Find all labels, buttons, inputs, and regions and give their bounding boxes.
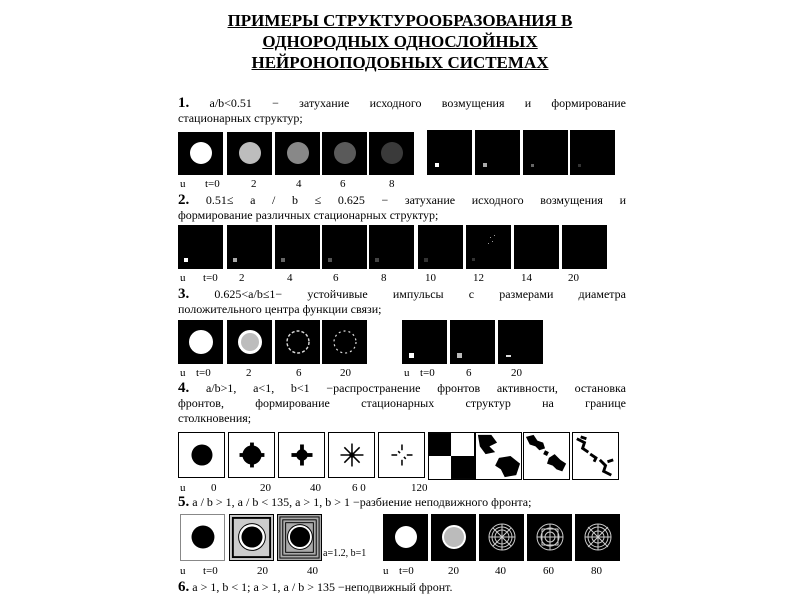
time-label: t=0 <box>205 178 220 190</box>
pattern-tile <box>227 132 272 175</box>
pattern-tile <box>227 225 272 269</box>
pattern-tile <box>178 225 223 269</box>
time-label: 60 <box>543 565 554 577</box>
pattern-tile <box>428 432 475 480</box>
pattern-tile <box>228 432 275 478</box>
pattern-tile <box>475 130 520 175</box>
title-line-1: ПРИМЕРЫ СТРУКТУРООБРАЗОВАНИЯ В <box>227 11 573 30</box>
axis-label-u: u <box>180 367 186 379</box>
time-label: 10 <box>425 272 436 284</box>
time-label: 4 <box>296 178 302 190</box>
time-label: 20 <box>260 482 271 494</box>
pattern-tile <box>322 225 367 269</box>
pattern-tile <box>431 514 476 561</box>
pattern-tile <box>378 432 425 478</box>
pattern-tile <box>180 514 225 561</box>
section-3-line-1: 3. 0.625<a/b≤1− устойчивые импульсы с размерами диаметра <box>178 286 626 302</box>
pattern-tile <box>227 320 272 364</box>
time-label: 12 <box>473 272 484 284</box>
section-3-text <box>178 287 626 317</box>
pattern-tile <box>418 225 463 269</box>
axis-label-u: u <box>180 482 186 494</box>
pattern-tile <box>572 432 619 480</box>
parameter-note: a=1.2, b=1 <box>323 548 367 559</box>
pattern-tile <box>570 130 615 175</box>
section-1-line-1: 1. a/b<0.51 − затухание исходного возмущения и формирование <box>178 95 626 111</box>
axis-label-u: u <box>383 565 389 577</box>
section-4-text <box>178 381 626 426</box>
pattern-tile <box>575 514 620 561</box>
section-2-text <box>178 193 626 223</box>
time-label: 6 <box>296 367 302 379</box>
pattern-tile <box>275 225 320 269</box>
axis-label-u: u <box>404 367 410 379</box>
time-label: 6 <box>333 272 339 284</box>
section-4-line-2: фронтов, формирование стационарных структур на границе <box>178 396 626 410</box>
time-label: t=0 <box>399 565 414 577</box>
section-5-text <box>178 495 626 510</box>
pattern-tile <box>178 132 223 175</box>
pattern-tile <box>178 432 225 478</box>
pattern-tile <box>229 514 274 561</box>
time-label: 2 <box>246 367 252 379</box>
time-label: 8 <box>389 178 395 190</box>
pattern-tile <box>450 320 495 364</box>
time-label: 20 <box>257 565 268 577</box>
time-label: 8 <box>381 272 387 284</box>
time-label: t=0 <box>196 367 211 379</box>
time-label: 14 <box>521 272 532 284</box>
time-label: 4 <box>287 272 293 284</box>
pattern-tile <box>475 432 522 480</box>
time-label: 40 <box>310 482 321 494</box>
axis-label-u: u <box>180 565 186 577</box>
time-label: t=0 <box>203 565 218 577</box>
pattern-tile <box>322 320 367 364</box>
pattern-tile <box>466 225 511 269</box>
time-label: 20 <box>340 367 351 379</box>
time-label: 0 <box>211 482 217 494</box>
section-2-line-1: 2. 0.51≤ a / b ≤ 0.625 − затухание исходного возмущения и <box>178 192 626 208</box>
pattern-tile <box>369 132 414 175</box>
pattern-tile <box>402 320 447 364</box>
pattern-tile <box>527 514 572 561</box>
section-2-line-2: формирование различных стационарных структур; <box>178 208 439 222</box>
time-label: 120 <box>411 482 428 494</box>
title-line-3: НЕЙРОНОПОДОБНЫХ СИСТЕМАХ <box>251 53 549 72</box>
section-4-line-3: столкновения; <box>178 411 252 425</box>
pattern-tile <box>514 225 559 269</box>
pattern-tile <box>383 514 428 561</box>
pattern-tile <box>562 225 607 269</box>
section-5-line-1: 5. a / b > 1, a / b < 135, a > 1, b > 1 −разбиение неподвижного фронта; <box>178 494 532 510</box>
pattern-tile <box>322 132 367 175</box>
time-label: 2 <box>251 178 257 190</box>
section-4-line-1: 4. a/b>1, a<1, b<1 −распространение фронтов активности, остановка <box>178 380 627 396</box>
pattern-tile <box>178 320 223 364</box>
pattern-tile <box>275 320 320 364</box>
pattern-tile <box>498 320 543 364</box>
time-label: 40 <box>307 565 318 577</box>
time-label: 20 <box>568 272 579 284</box>
section-6-line-1: 6. a > 1, b < 1; a > 1, a / b > 135 −неподвижный фронт. <box>178 579 453 595</box>
section-3-line-2: положительного центра функции связи; <box>178 302 382 316</box>
pattern-tile <box>328 432 375 478</box>
pattern-tile <box>277 514 322 561</box>
time-label: 6 <box>340 178 346 190</box>
pattern-tile <box>275 132 320 175</box>
axis-label-u: u <box>180 272 186 284</box>
section-1-line-2: стационарных структур; <box>178 111 303 125</box>
section-1-text <box>178 96 626 126</box>
time-label: 40 <box>495 565 506 577</box>
pattern-tile <box>479 514 524 561</box>
time-label: 20 <box>511 367 522 379</box>
title-line-2: ОДНОРОДНЫХ ОДНОСЛОЙНЫХ <box>262 32 538 51</box>
pattern-tile <box>278 432 325 478</box>
time-label: t=0 <box>203 272 218 284</box>
time-label: 20 <box>448 565 459 577</box>
time-label: t=0 <box>420 367 435 379</box>
pattern-tile <box>523 432 570 480</box>
pattern-tile <box>369 225 414 269</box>
time-label: 6 <box>466 367 472 379</box>
time-label: 80 <box>591 565 602 577</box>
page-title <box>0 10 800 73</box>
pattern-tile <box>523 130 568 175</box>
axis-label-u: u <box>180 178 186 190</box>
section-6-text <box>178 580 626 595</box>
time-label: 2 <box>239 272 245 284</box>
pattern-tile <box>427 130 472 175</box>
time-label: 6 0 <box>352 482 366 494</box>
